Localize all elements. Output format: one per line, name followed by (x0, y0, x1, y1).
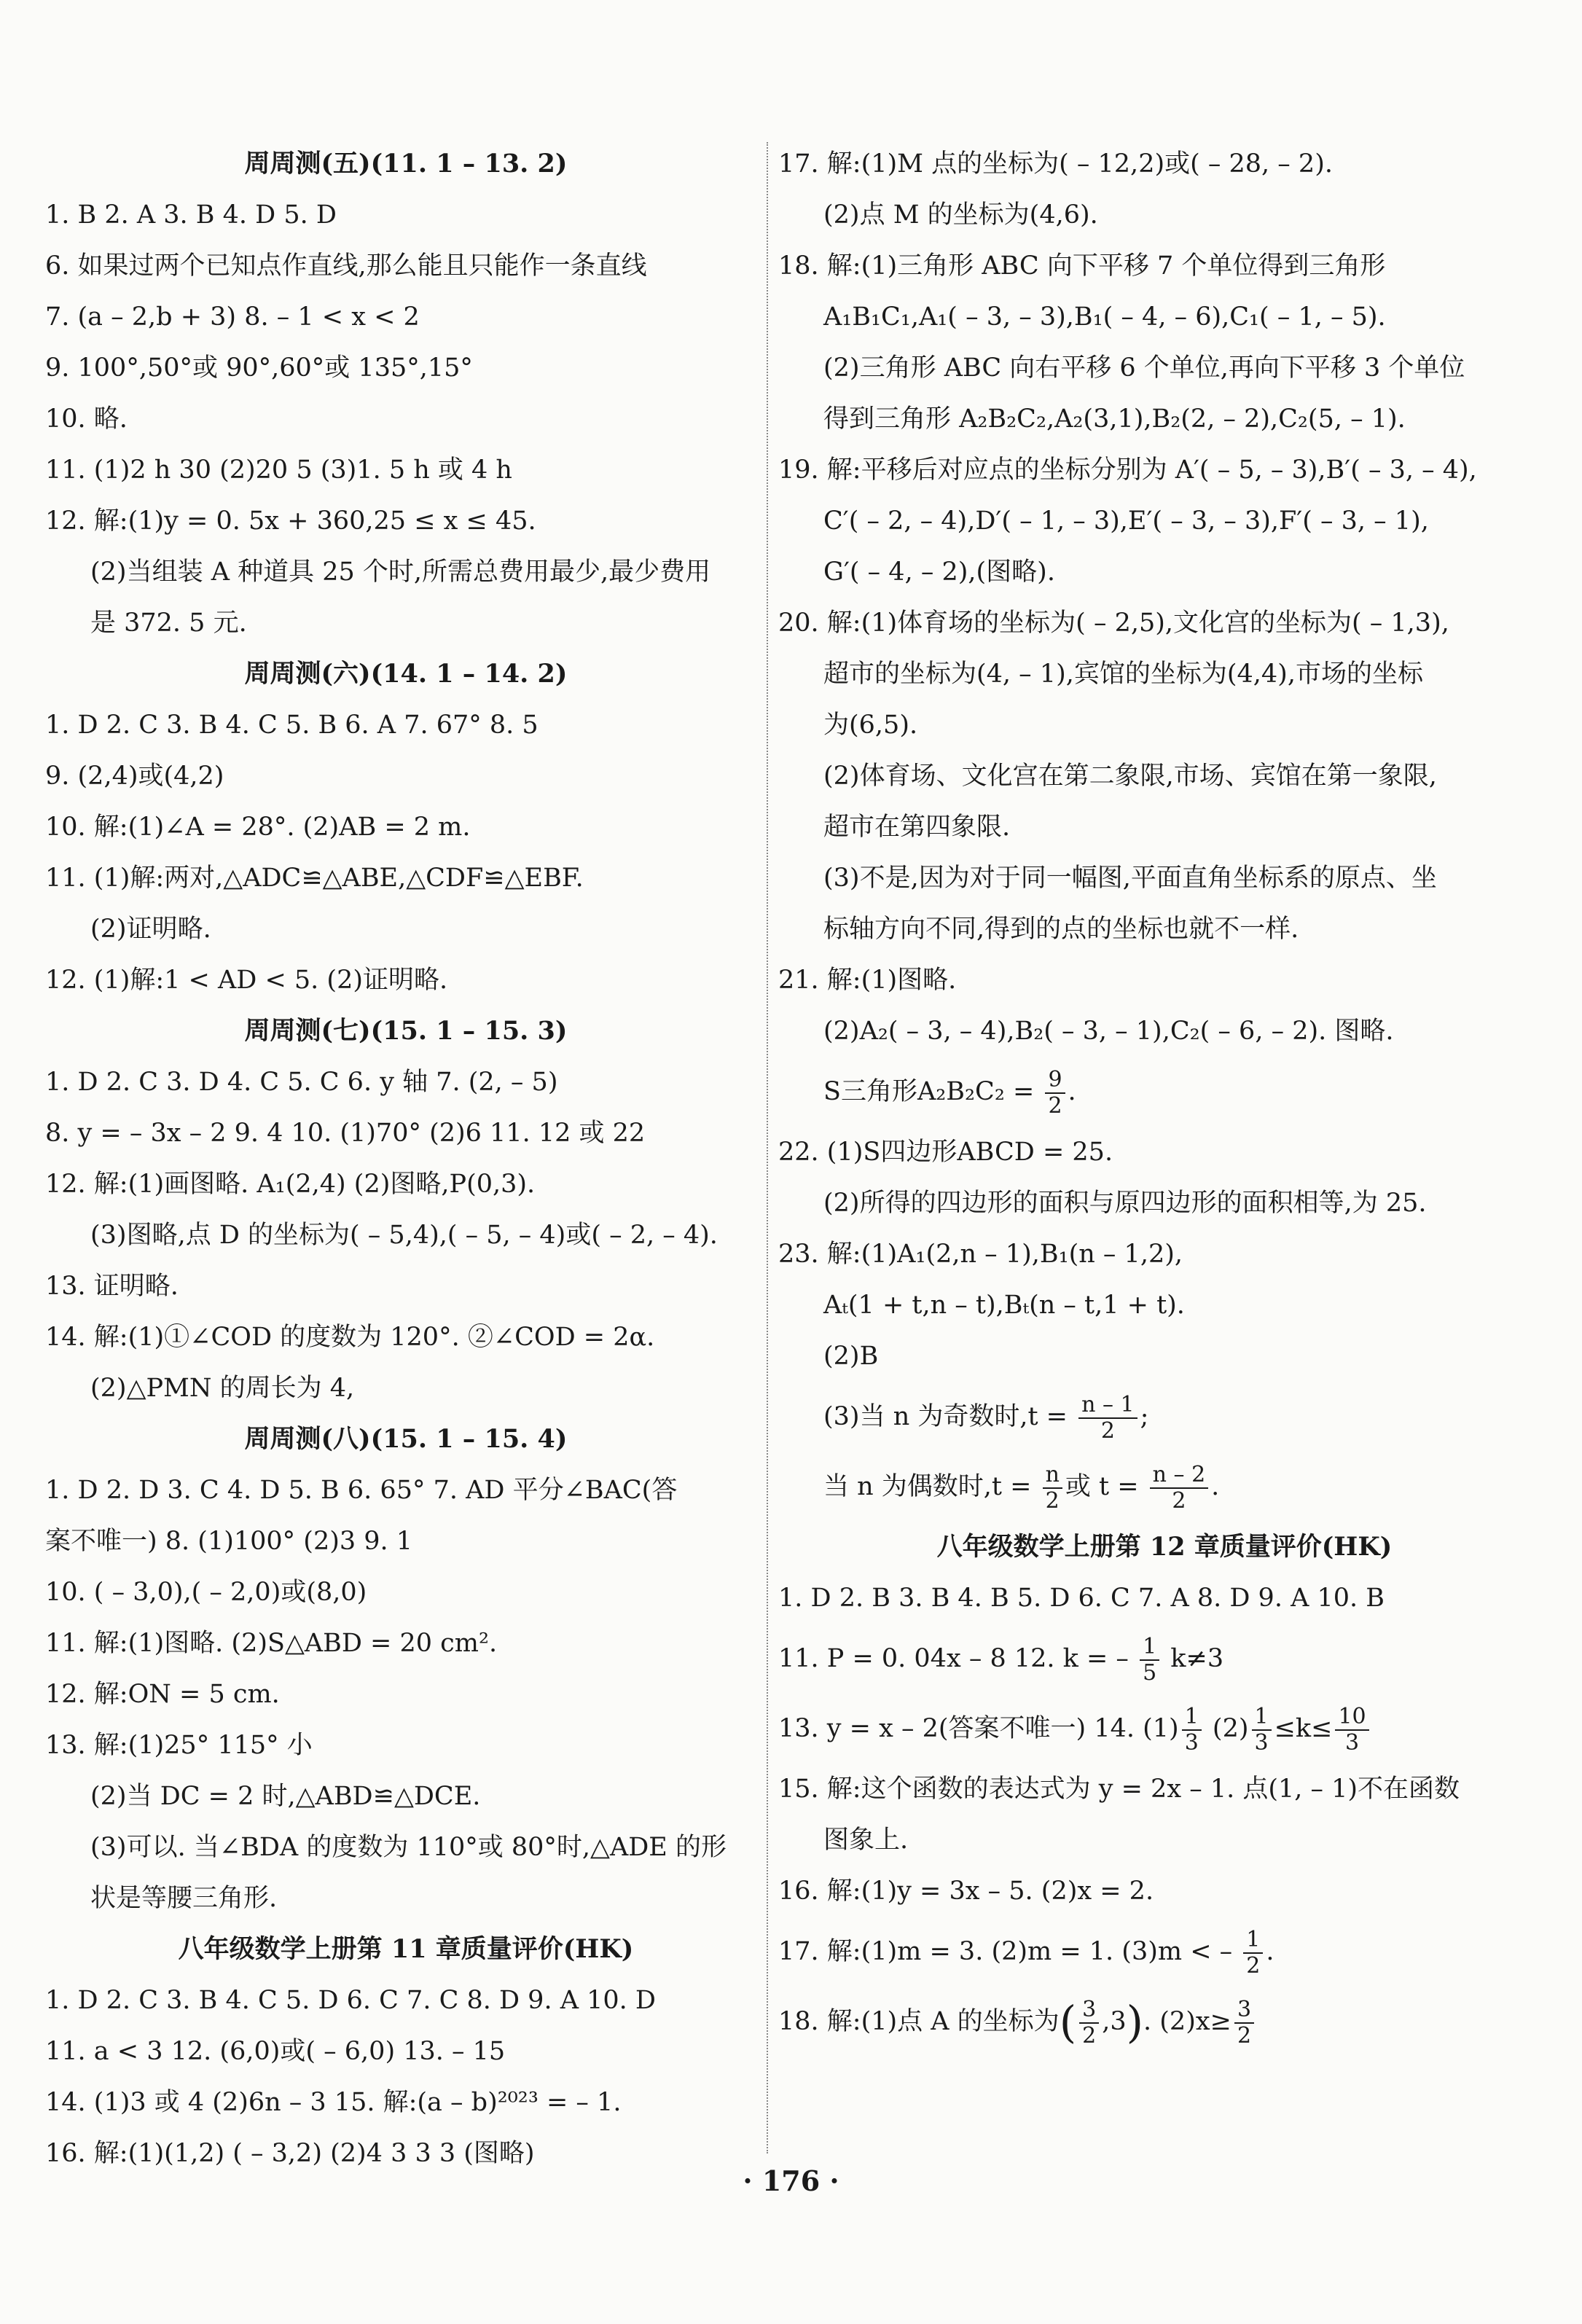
q23-even-den2: 2 (1172, 1487, 1186, 1514)
q14-num2: 1 (1252, 1705, 1272, 1731)
answer-line: 状是等腰三角形. (90, 1884, 278, 1913)
q17-num: 1 (1243, 1928, 1263, 1954)
answer-line: (2)体育场、文化宫在第二象限,市场、宾馆在第一象限, (823, 762, 1437, 791)
answer-line: 11. (1)解:两对,△ADC≌△ABE,△CDF≌△EBF. (45, 864, 584, 893)
q23-even-mid: 或 t = (1065, 1472, 1147, 1501)
answer-line: (2)点 M 的坐标为(4,6). (823, 200, 1098, 230)
section-title: 周周测(六)(14. 1 – 14. 2) (244, 659, 568, 689)
answer-line: 9. (2,4)或(4,2) (45, 762, 224, 791)
answer-line: 得到三角形 A₂B₂C₂,A₂(3,1),B₂(2, – 2),C₂(5, – 1). (823, 404, 1406, 434)
q23-even-suffix: . (1211, 1472, 1220, 1501)
answer-line: 1. D 2. C 3. D 4. C 5. C 6. y 轴 7. (2, – 5) (45, 1068, 558, 1097)
answer-line: 14. (1)3 或 4 (2)6n – 3 15. 解:(a – b)²⁰²³ = – 1. (45, 2088, 622, 2117)
area-fraction (1045, 1068, 1065, 1119)
q12-fraction (1140, 1635, 1159, 1686)
right-lines-b (778, 1127, 1551, 1382)
answer-line: 10. ( – 3,0),( – 2,0)或(8,0) (45, 1578, 367, 1607)
q18-prefix: 18. 解:(1)点 A 的坐标为 (778, 2007, 1060, 2036)
q17-prefix: 17. 解:(1)m = 3. (2)m = 1. (3)m < – (778, 1937, 1241, 1966)
answer-line: 12. (1)解:1 < AD < 5. (2)证明略. (45, 966, 448, 995)
answer-line: 1. D 2. C 3. B 4. C 5. D 6. C 7. C 8. D 9. A 10. D (45, 1986, 656, 2015)
answer-line: (2)B (823, 1342, 879, 1371)
answer-line: 11. (1)2 h 30 (2)20 5 (3)1. 5 h 或 4 h (45, 455, 512, 485)
q13-14-prefix: 13. y = x – 2(答案不唯一) 14. (1) (778, 1714, 1179, 1743)
answer-line: A₁B₁C₁,A₁( – 3, – 3),B₁( – 4, – 6),C₁( – 1, – 5). (823, 302, 1386, 332)
q16-line: 16. 解:(1)y = 3x – 5. (2)x = 2. (778, 1877, 1154, 1906)
q11-12-prefix: 11. P = 0. 04x – 8 12. k = – (778, 1644, 1137, 1673)
answer-line: (2)△PMN 的周长为 4, (90, 1374, 355, 1403)
right-column (778, 138, 1551, 2058)
ch12-title: 八年级数学上册第 12 章质量评价(HK) (936, 1532, 1393, 1562)
answer-line: 11. a < 3 12. (6,0)或( – 6,0) 13. – 15 (45, 2037, 506, 2066)
answer-line: (3)可以. 当∠BDA 的度数为 110°或 80°时,△ADE 的形 (90, 1833, 727, 1862)
q17-line (778, 1917, 1551, 1987)
q18-fraction-2 (1234, 1998, 1254, 2049)
q12-suffix: k≠3 (1162, 1644, 1224, 1673)
q15-line-2: 图象上. (823, 1826, 909, 1855)
q23-even-den1: 2 (1045, 1487, 1060, 1514)
q17-den: 2 (1246, 1952, 1261, 1979)
answer-line: 超市在第四象限. (823, 813, 1011, 842)
q17-suffix: . (1266, 1937, 1274, 1966)
answer-line: 16. 解:(1)(1,2) ( – 3,2) (2)4 3 3 3 (图略) (45, 2139, 535, 2168)
q14-den3: 3 (1345, 1729, 1360, 1756)
q14-fraction-3 (1335, 1705, 1368, 1756)
q18-num2: 3 (1234, 1998, 1254, 2024)
q18-den2: 2 (1237, 2022, 1252, 2049)
answer-line: 10. 略. (45, 404, 128, 434)
left-column (45, 138, 767, 2179)
q14-fraction-1 (1182, 1705, 1202, 1756)
q23-even-num2: n – 2 (1150, 1463, 1208, 1489)
q14-den1: 3 (1184, 1729, 1199, 1756)
answer-line: 18. 解:(1)三角形 ABC 向下平移 7 个单位得到三角形 (778, 251, 1386, 281)
answer-line: (2)当 DC = 2 时,△ABD≌△DCE. (90, 1782, 481, 1811)
answer-line: Aₜ(1 + t,n – t),Bₜ(n – t,1 + t). (823, 1291, 1185, 1320)
area-prefix: S三角形A₂B₂C₂ = (823, 1077, 1043, 1106)
area-den: 2 (1048, 1092, 1062, 1119)
q23-odd-suffix: ; (1140, 1402, 1149, 1431)
section-title: 周周测(五)(11. 1 – 13. 2) (244, 149, 568, 179)
answer-line: 案不唯一) 8. (1)100° (2)3 9. 1 (45, 1527, 413, 1556)
q18-fraction-1 (1079, 1998, 1099, 2049)
section-title: 周周测(七)(15. 1 – 15. 3) (244, 1016, 568, 1046)
ch12-mc: 1. D 2. B 3. B 4. B 5. D 6. C 7. A 8. D 9. A 10. B (778, 1584, 1385, 1613)
area-num: 9 (1045, 1068, 1065, 1094)
answer-line: 1. B 2. A 3. B 4. D 5. D (45, 200, 337, 230)
q14-fraction-2 (1252, 1705, 1272, 1756)
answer-line: 10. 解:(1)∠A = 28°. (2)AB = 2 m. (45, 813, 471, 842)
answer-line: 6. 如果过两个已知点作直线,那么能且只能作一条直线 (45, 251, 647, 281)
q23-even-num1: n (1043, 1463, 1062, 1489)
q13-14-line (778, 1694, 1551, 1764)
answer-line: 19. 解:平移后对应点的坐标分别为 A′( – 5, – 3),B′( – 3, – 4), (778, 455, 1477, 485)
right-lines-a (778, 138, 1551, 1057)
q18-right-paren: ) (1126, 1997, 1144, 2049)
answer-line: (3)图略,点 D 的坐标为( – 5,4),( – 5, – 4)或( – 2, – 4). (90, 1221, 718, 1250)
answer-line: 13. 解:(1)25° 115° 小 (45, 1731, 313, 1760)
answer-line: C′( – 2, – 4),D′( – 1, – 3),E′( – 3, – 3),F′( – 3, – 1), (823, 506, 1429, 536)
q18-mid: ,3 (1102, 2007, 1127, 2036)
q14-num3: 10 (1335, 1705, 1368, 1731)
answer-line: (3)不是,因为对于同一幅图,平面直角坐标系的原点、坐 (823, 864, 1437, 893)
answer-line: 标轴方向不同,得到的点的坐标也就不一样. (823, 915, 1299, 944)
q17-fraction (1243, 1928, 1263, 1979)
answer-line: 13. 证明略. (45, 1272, 179, 1301)
answer-line: (2)当组装 A 种道具 25 个时,所需总费用最少,最少费用 (90, 557, 711, 587)
answer-line: (2)证明略. (90, 915, 211, 944)
q12-den: 5 (1143, 1659, 1157, 1686)
q14-mid: (2) (1204, 1714, 1249, 1743)
q23-odd-num: n – 1 (1078, 1393, 1137, 1419)
answer-line: 1. D 2. C 3. B 4. C 5. B 6. A 7. 67° 8. 5 (45, 711, 539, 740)
page-number: · 176 · (743, 2164, 839, 2197)
answer-line: 9. 100°,50°或 90°,60°或 135°,15° (45, 353, 473, 383)
q18-den: 2 (1082, 2022, 1097, 2049)
answer-line: 22. (1)S四边形ABCD = 25. (778, 1138, 1113, 1167)
q15-line-1: 15. 解:这个函数的表达式为 y = 2x – 1. 点(1, – 1)不在函数 (778, 1775, 1460, 1804)
answer-line: G′( – 4, – 2),(图略). (823, 557, 1055, 587)
q23-even-line (778, 1452, 1551, 1522)
column-divider (767, 142, 768, 2153)
q23-odd-prefix: (3)当 n 为奇数时,t = (823, 1402, 1076, 1431)
area-suffix: . (1068, 1077, 1076, 1106)
answer-line: 21. 解:(1)图略. (778, 966, 957, 995)
answer-line: 12. 解:ON = 5 cm. (45, 1680, 280, 1709)
q18-num: 3 (1079, 1998, 1099, 2024)
answer-line: 17. 解:(1)M 点的坐标为( – 12,2)或( – 28, – 2). (778, 149, 1333, 179)
answer-line: 20. 解:(1)体育场的坐标为( – 2,5),文化宫的坐标为( – 1,3), (778, 609, 1449, 638)
answer-line: (2)A₂( – 3, – 4),B₂( – 3, – 1),C₂( – 6, – 2). 图略. (823, 1017, 1394, 1046)
q23-odd-den: 2 (1100, 1417, 1115, 1444)
answer-line: (2)所得的四边形的面积与原四边形的面积相等,为 25. (823, 1189, 1427, 1218)
q14-num1: 1 (1182, 1705, 1202, 1731)
q11-12-line (778, 1624, 1551, 1694)
q23-even-fraction-2 (1150, 1463, 1208, 1514)
q14-mid2: ≤k≤ (1274, 1714, 1333, 1743)
q18-line (778, 1987, 1551, 2058)
answer-line: 1. D 2. D 3. C 4. D 5. B 6. 65° 7. AD 平分∠BAC(答 (45, 1476, 678, 1505)
answer-line: 11. 解:(1)图略. (2)S△ABD = 20 cm². (45, 1629, 498, 1658)
answer-line: 23. 解:(1)A₁(2,n – 1),B₁(n – 1,2), (778, 1240, 1183, 1269)
answer-line: 是 372. 5 元. (90, 609, 247, 638)
area-line (778, 1057, 1551, 1127)
q23-even-fraction-1 (1043, 1463, 1062, 1514)
q18-mid2: . (2)x≥ (1143, 2007, 1231, 2036)
answer-line: 12. 解:(1)画图略. A₁(2,4) (2)图略,P(0,3). (45, 1170, 536, 1199)
section-title: 周周测(八)(15. 1 – 15. 4) (244, 1424, 568, 1454)
section-title: 八年级数学上册第 11 章质量评价(HK) (178, 1934, 634, 1964)
answer-line: 超市的坐标为(4, – 1),宾馆的坐标为(4,4),市场的坐标 (823, 660, 1423, 689)
answer-line: 12. 解:(1)y = 0. 5x + 360,25 ≤ x ≤ 45. (45, 506, 536, 536)
answer-line: 7. (a – 2,b + 3) 8. – 1 < x < 2 (45, 302, 420, 332)
q23-odd-fraction (1078, 1393, 1137, 1444)
answer-line: 为(6,5). (823, 711, 918, 740)
answer-line: (2)三角形 ABC 向右平移 6 个单位,再向下平移 3 个单位 (823, 353, 1465, 383)
q23-even-prefix: 当 n 为偶数时,t = (823, 1472, 1040, 1501)
answer-line: 14. 解:(1)①∠COD 的度数为 120°. ②∠COD = 2α. (45, 1323, 655, 1352)
q18-left-paren: ( (1059, 1997, 1077, 2049)
q14-den2: 3 (1254, 1729, 1269, 1756)
answer-line: 8. y = – 3x – 2 9. 4 10. (1)70° (2)6 11. 12 或 22 (45, 1119, 646, 1148)
q23-odd-line (778, 1382, 1551, 1452)
q12-num: 1 (1140, 1635, 1159, 1661)
